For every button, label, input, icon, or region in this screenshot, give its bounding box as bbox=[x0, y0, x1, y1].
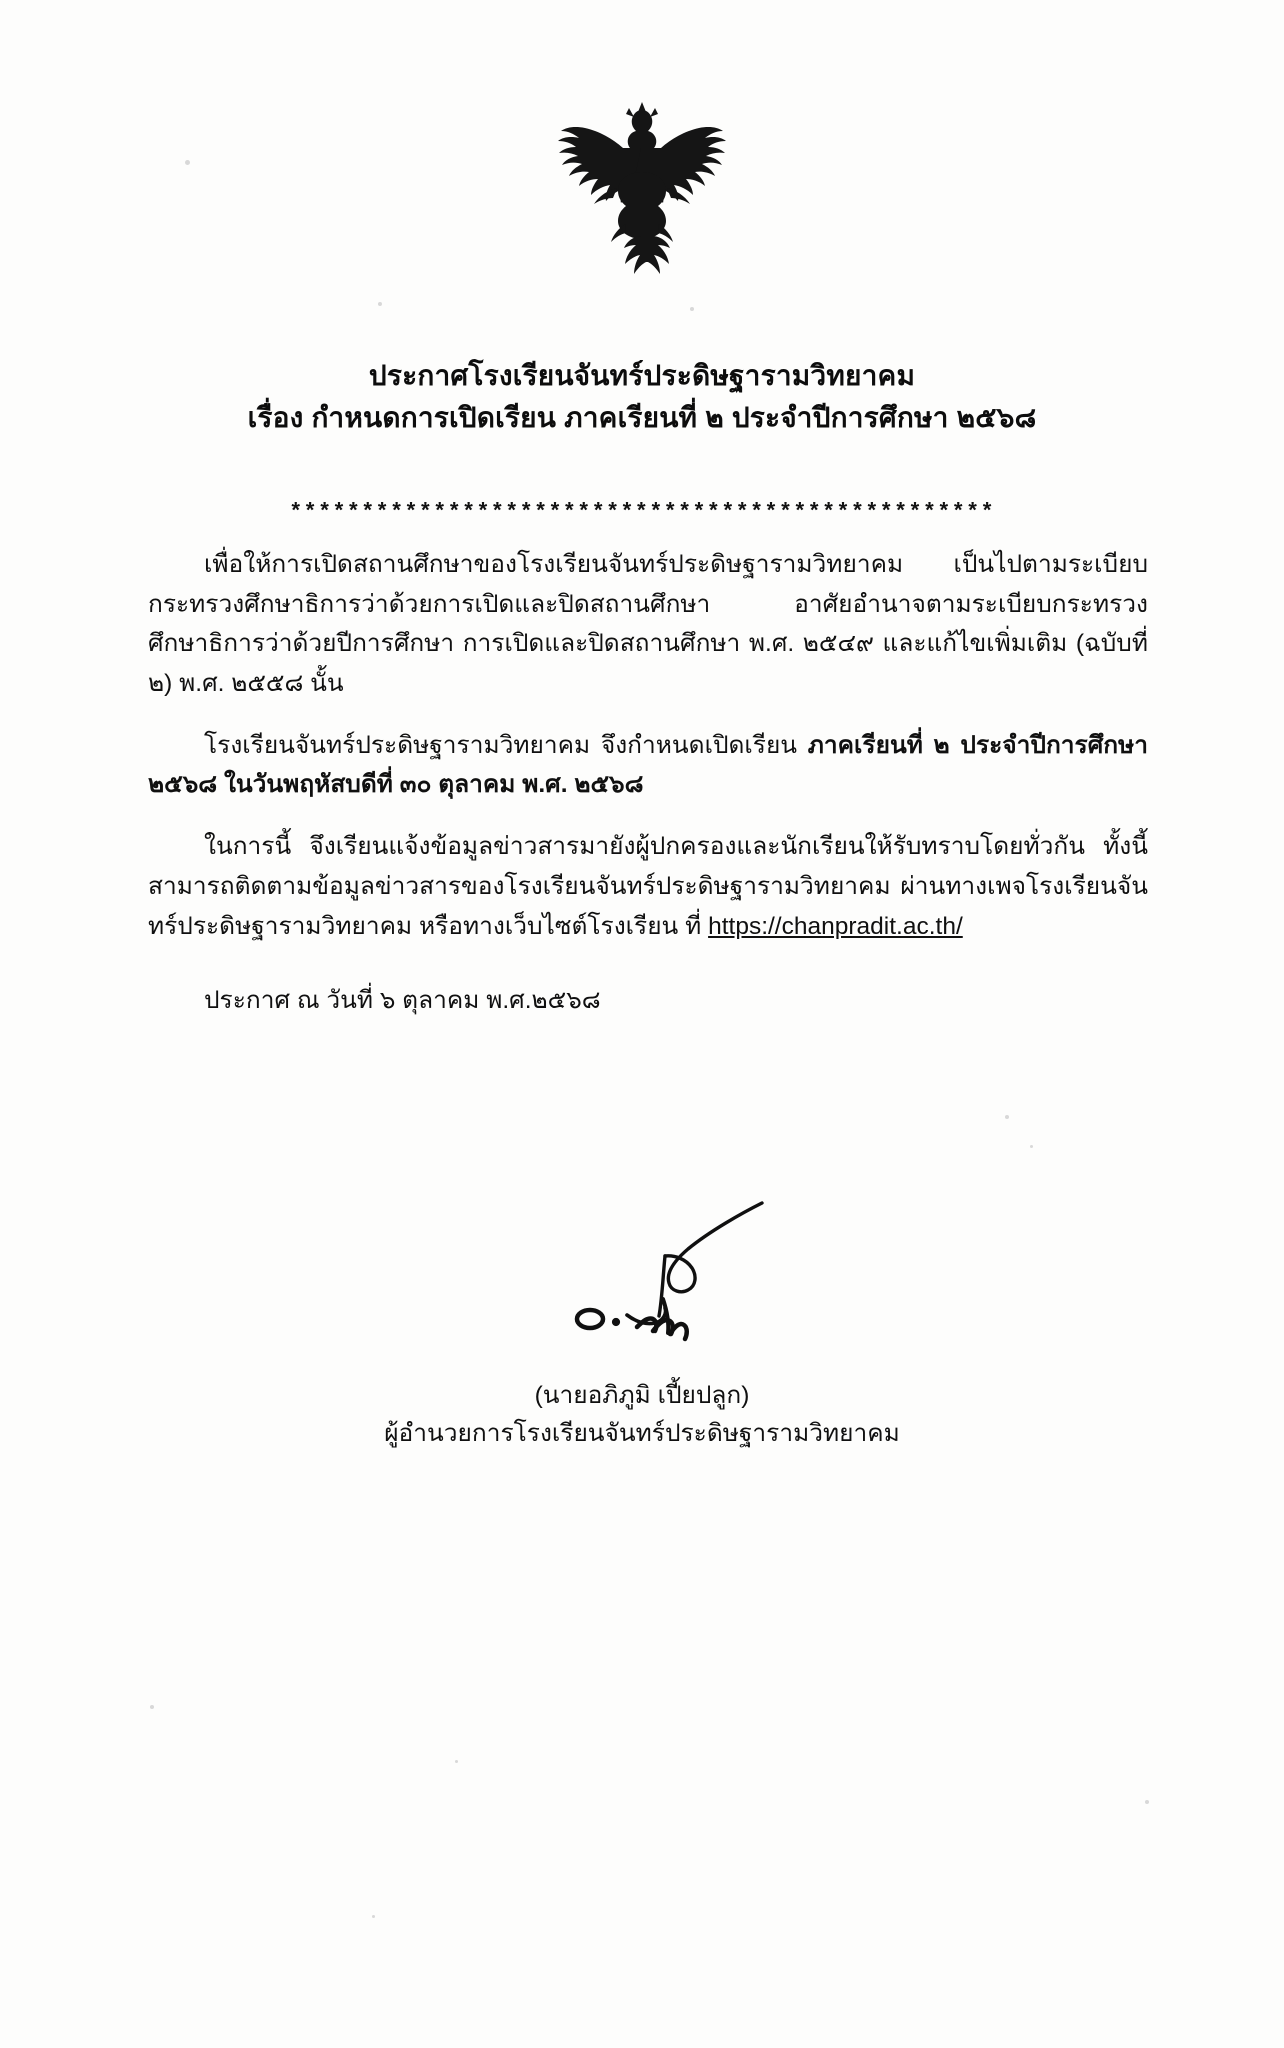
document-heading bbox=[0, 355, 1284, 439]
paragraph-3 bbox=[148, 827, 1148, 946]
scan-speck bbox=[455, 1760, 458, 1763]
paragraph-2-text: โรงเรียนจันทร์ประดิษฐารามวิทยาคม จึงกำหนดเปิดเรียน bbox=[204, 731, 808, 759]
scan-speck bbox=[1145, 1800, 1149, 1804]
signature-block bbox=[0, 1195, 1284, 1453]
document-body bbox=[148, 545, 1148, 1019]
garuda-emblem-icon bbox=[537, 96, 747, 296]
handwritten-signature-icon bbox=[477, 1195, 807, 1375]
star-divider: ************************************************* bbox=[289, 500, 995, 525]
scan-speck bbox=[690, 307, 694, 311]
paragraph-2-term-emphasis: ภาคเรียนที่ ๒ ประจำปีการศึกษา ๒๕๖๘ bbox=[148, 731, 1148, 799]
heading-line-1: ประกาศโรงเรียนจันทร์ประดิษฐารามวิทยาคม bbox=[368, 360, 916, 391]
heading-line-2: เรื่อง กำหนดการเปิดเรียน ภาคเรียนที่ ๒ ประจำปีการศึกษา ๒๕๖๘ bbox=[247, 402, 1037, 433]
paragraph-2 bbox=[148, 726, 1148, 805]
paragraph-3-text: ในการนี้ จึงเรียนแจ้งข้อมูลข่าวสารมายังผู้ปกครองและนักเรียนให้รับทราบโดยทั่วกัน ทั้งนี้สามารถติดตามข้อมูลข่าวสารของโรงเรียนจันทร์ประดิษฐารามวิทยาคม ผ่านทางเพจโรงเรียนจันทร์ประดิษฐารามวิทยาคม หรือทางเว็บไซต์โรงเรียน ที่ bbox=[148, 833, 1148, 940]
scan-speck bbox=[372, 1915, 375, 1918]
paragraph-1: เพื่อให้การเปิดสถานศึกษาของโรงเรียนจันทร์ประดิษฐารามวิทยาคม เป็นไปตามระเบียบกระทรวงศึกษาธิการว่าด้วยการเปิดและปิดสถานศึกษา อาศัยอำนาจตามระเบียบกระทรวงศึกษาธิการว่าด้วยปีการศึกษา การเปิดและปิดสถานศึกษา พ.ศ. ๒๕๔๙ และแก้ไขเพิ่มเติม (ฉบับที่ ๒) พ.ศ. ๒๕๕๘ นั้น bbox=[148, 551, 1148, 698]
paragraph-2-date-emphasis: ในวันพฤหัสบดีที่ ๓๐ ตุลาคม พ.ศ. ๒๕๖๘ bbox=[223, 771, 644, 799]
signatory-name: (นายอภิภูมิ เปี้ยปลูก) bbox=[534, 1382, 750, 1409]
emblem-container bbox=[0, 96, 1284, 296]
scan-speck bbox=[1005, 1115, 1009, 1119]
scan-speck bbox=[1030, 1145, 1033, 1148]
scan-speck bbox=[378, 302, 382, 306]
signatory-title: ผู้อำนวยการโรงเรียนจันทร์ประดิษฐารามวิทยาคม bbox=[384, 1419, 900, 1447]
school-website-link[interactable]: https://chanpradit.ac.th/ bbox=[708, 912, 963, 940]
scan-speck bbox=[150, 1705, 154, 1709]
announcement-date: ประกาศ ณ วันที่ ๖ ตุลาคม พ.ศ.๒๕๖๘ bbox=[204, 987, 601, 1015]
